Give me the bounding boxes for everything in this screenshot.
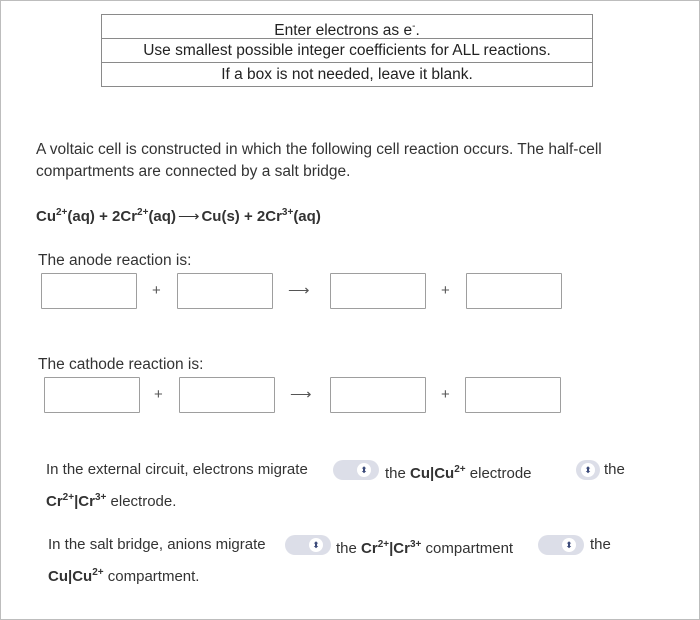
circuit-cr-species: Cr: [46, 493, 63, 510]
instruction-electrons: [102, 15, 592, 39]
circuit-cu-charge: 2+: [454, 464, 466, 475]
saltbridge-sentence-line2: [48, 563, 199, 587]
cathode-reactant-1-input[interactable]: [44, 377, 140, 413]
circuit-sentence-line2: [46, 488, 176, 512]
cathode-plus-1: +: [154, 386, 163, 403]
question-text: A voltaic cell is constructed in which the following cell reaction occurs. The half-cell compartments are connected by a salt bridge.: [36, 141, 602, 180]
anode-product-2-input[interactable]: [466, 273, 562, 309]
product-cr-state: (aq): [293, 208, 321, 225]
product-cu: Cu(s): [201, 208, 240, 225]
anode-arrow: ⟶: [288, 282, 310, 299]
updown-chevron-icon: ⬍: [581, 463, 595, 477]
saltbridge-direction-select-2[interactable]: [538, 535, 584, 555]
instruction-coefficients: Use smallest possible integer coefficients for ALL reactions.: [102, 39, 592, 63]
circuit-middle-text: [385, 460, 532, 484]
updown-chevron-icon: ⬍: [357, 463, 371, 477]
anode-plus-2: +: [441, 282, 450, 299]
circuit-electrode-word: electrode: [465, 465, 532, 482]
circuit-end-the: the: [604, 461, 625, 478]
product-cr-charge: 3+: [281, 207, 294, 218]
saltbridge-compartment-word: compartment: [421, 540, 514, 557]
cathode-label: The cathode reaction is:: [38, 356, 204, 373]
instruction-blank-box: If a box is not needed, leave it blank.: [221, 66, 473, 83]
reactant-cu: Cu: [36, 208, 56, 225]
circuit-cr-separator: |Cr: [74, 493, 95, 510]
cathode-product-1-input[interactable]: [330, 377, 426, 413]
saltbridge-sentence-start: In the salt bridge, anions migrate: [48, 536, 266, 553]
circuit-cr3-charge: 3+: [94, 492, 107, 503]
instruction-period: .: [415, 22, 420, 39]
anode-reactant-2-input[interactable]: [177, 273, 273, 309]
reactant-cu-state: (aq): [67, 208, 95, 225]
cathode-reaction-row: [0, 377, 700, 417]
electron-superscript: -: [412, 21, 416, 32]
saltbridge-cu-species: Cu|Cu: [48, 568, 93, 585]
cathode-product-2-input[interactable]: [465, 377, 561, 413]
saltbridge-the: the: [336, 540, 362, 557]
instructions-table: [101, 14, 593, 87]
saltbridge-cr3-charge: 3+: [409, 539, 422, 550]
saltbridge-compartment-end: compartment.: [103, 568, 200, 585]
updown-chevron-icon: ⬍: [309, 538, 323, 552]
circuit-cr2-charge: 2+: [62, 492, 75, 503]
cathode-arrow: ⟶: [290, 386, 312, 403]
product-cr: 2Cr: [256, 208, 282, 225]
reactant-cu-charge: 2+: [56, 207, 68, 218]
reactant-cr-state: (aq): [148, 208, 176, 225]
circuit-the: the: [385, 465, 411, 482]
circuit-direction-select-2[interactable]: [576, 460, 600, 480]
saltbridge-cr2-charge: 2+: [377, 539, 390, 550]
circuit-cu-electrode: Cu|Cu: [410, 465, 455, 482]
anode-reaction-row: [0, 273, 700, 313]
saltbridge-direction-select-1[interactable]: [285, 535, 331, 555]
circuit-sentence-start: In the external circuit, electrons migrate: [46, 461, 308, 478]
saltbridge-cr-separator: |Cr: [389, 540, 410, 557]
saltbridge-middle-text: [336, 535, 513, 559]
saltbridge-cr-species: Cr: [361, 540, 378, 557]
cathode-reactant-2-input[interactable]: [179, 377, 275, 413]
instruction-electrons-text: Enter electrons as e: [274, 22, 413, 39]
anode-reactant-1-input[interactable]: [41, 273, 137, 309]
anode-plus-1: +: [152, 282, 161, 299]
circuit-electrode-end: electrode.: [106, 493, 177, 510]
reactant-cr: 2Cr: [112, 208, 138, 225]
anode-label: The anode reaction is:: [38, 252, 192, 269]
reactant-cr-charge: 2+: [137, 207, 149, 218]
anode-product-1-input[interactable]: [330, 273, 426, 309]
equation-plus-2: +: [239, 208, 257, 225]
saltbridge-cu-charge: 2+: [92, 567, 104, 578]
circuit-direction-select-1[interactable]: [333, 460, 379, 480]
cathode-plus-2: +: [441, 386, 450, 403]
cell-reaction-equation: [36, 207, 321, 225]
equation-arrow: ⟶: [177, 208, 200, 225]
updown-chevron-icon: ⬍: [562, 538, 576, 552]
equation-plus: +: [94, 208, 113, 225]
saltbridge-end-the: the: [590, 536, 611, 553]
